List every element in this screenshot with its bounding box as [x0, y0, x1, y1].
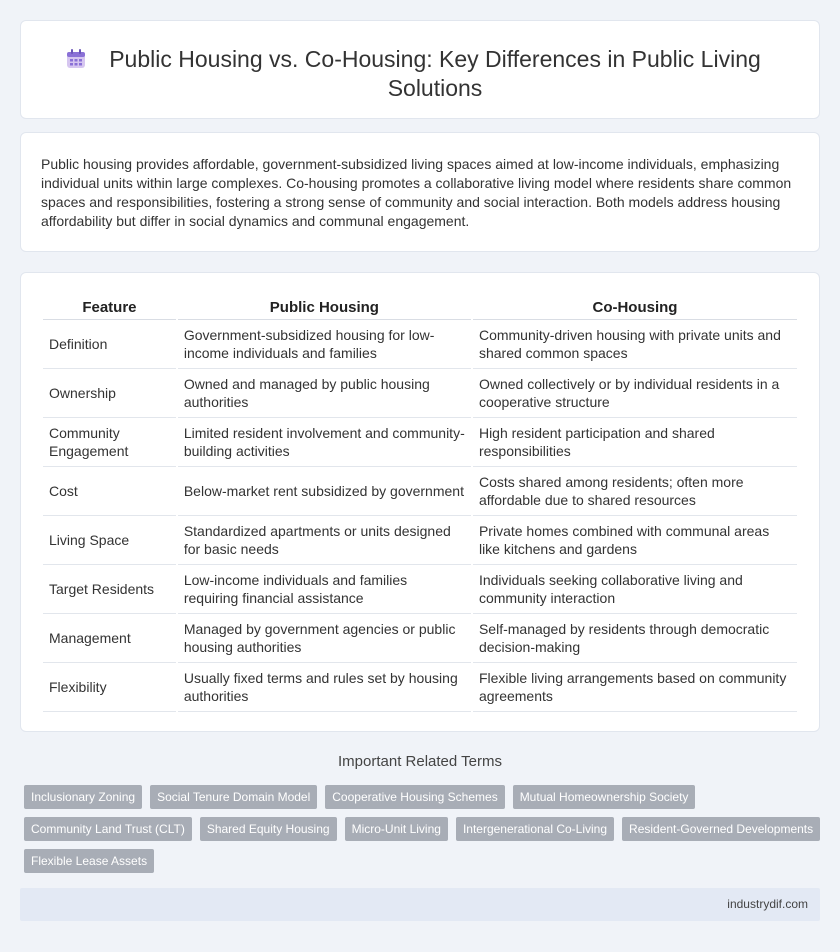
- feature-cell: Cost: [43, 467, 176, 516]
- co-housing-cell: Owned collectively or by individual residents in a cooperative structure: [473, 369, 797, 418]
- tag-row: [24, 817, 824, 841]
- feature-cell: Community Engagement: [43, 418, 176, 467]
- feature-cell: Target Residents: [43, 565, 176, 614]
- intro-paragraph: Public housing provides affordable, government-subsidized living spaces aimed at low-income individuals, emphasizing individual units within large complexes. Co-housing promotes a collaborative living model where residents share common spaces and responsibilities, fostering a strong sense of community and social interaction. Both models address housing affordability but differ in social dynamics and communal engagement.: [41, 156, 792, 229]
- feature-cell: Living Space: [43, 516, 176, 565]
- table-row: [43, 369, 797, 418]
- co-housing-cell: Flexible living arrangements based on community agreements: [473, 663, 797, 712]
- related-term-tag[interactable]: Inclusionary Zoning: [24, 785, 142, 809]
- related-term-tag[interactable]: Cooperative Housing Schemes: [325, 785, 504, 809]
- public-housing-cell: Managed by government agencies or public housing authorities: [178, 614, 471, 663]
- intro-card: [20, 132, 820, 252]
- co-housing-cell: Individuals seeking collaborative living and community interaction: [473, 565, 797, 614]
- co-housing-cell: Private homes combined with communal areas like kitchens and gardens: [473, 516, 797, 565]
- co-housing-cell: Self-managed by residents through democratic decision-making: [473, 614, 797, 663]
- related-term-tag[interactable]: Shared Equity Housing: [200, 817, 337, 841]
- feature-cell: Management: [43, 614, 176, 663]
- table-row: [43, 516, 797, 565]
- title-card: [20, 20, 820, 119]
- related-term-tag[interactable]: Mutual Homeownership Society: [513, 785, 696, 809]
- table-row: [43, 565, 797, 614]
- related-terms-heading: Important Related Terms: [338, 753, 502, 770]
- related-term-tag[interactable]: Social Tenure Domain Model: [150, 785, 317, 809]
- feature-cell: Flexibility: [43, 663, 176, 712]
- footer: [20, 888, 820, 921]
- public-housing-cell: Usually fixed terms and rules set by housing authorities: [178, 663, 471, 712]
- header-co-housing: Co-Housing: [473, 295, 797, 320]
- table-row: [43, 467, 797, 516]
- table-row: [43, 663, 797, 712]
- table-row: [43, 418, 797, 467]
- public-housing-cell: Below-market rent subsidized by government: [178, 467, 471, 516]
- header-feature: Feature: [43, 295, 176, 320]
- related-terms-list: [24, 785, 824, 881]
- tag-row: [24, 785, 824, 809]
- related-term-tag[interactable]: Resident-Governed Developments: [622, 817, 820, 841]
- co-housing-cell: Costs shared among residents; often more affordable due to shared resources: [473, 467, 797, 516]
- co-housing-cell: Community-driven housing with private units and shared common spaces: [473, 320, 797, 369]
- feature-cell: Definition: [43, 320, 176, 369]
- related-term-tag[interactable]: Community Land Trust (CLT): [24, 817, 192, 841]
- comparison-table: [41, 295, 799, 712]
- tag-row: [24, 849, 824, 873]
- public-housing-cell: Low-income individuals and families requiring financial assistance: [178, 565, 471, 614]
- header-public-housing: Public Housing: [178, 295, 471, 320]
- related-term-tag[interactable]: Micro-Unit Living: [345, 817, 448, 841]
- related-term-tag[interactable]: Flexible Lease Assets: [24, 849, 154, 873]
- table-row: [43, 320, 797, 369]
- footer-site-link[interactable]: industrydif.com: [727, 897, 808, 911]
- public-housing-cell: Government-subsidized housing for low-income individuals and families: [178, 320, 471, 369]
- co-housing-cell: High resident participation and shared responsibilities: [473, 418, 797, 467]
- public-housing-cell: Standardized apartments or units designed for basic needs: [178, 516, 471, 565]
- feature-cell: Ownership: [43, 369, 176, 418]
- table-row: [43, 614, 797, 663]
- page-title: Public Housing vs. Co-Housing: Key Differences in Public Living Solutions: [109, 46, 761, 101]
- public-housing-cell: Limited resident involvement and community-building activities: [178, 418, 471, 467]
- comparison-card: [20, 272, 820, 732]
- public-housing-cell: Owned and managed by public housing authorities: [178, 369, 471, 418]
- table-header-row: [43, 295, 797, 320]
- related-term-tag[interactable]: Intergenerational Co-Living: [456, 817, 614, 841]
